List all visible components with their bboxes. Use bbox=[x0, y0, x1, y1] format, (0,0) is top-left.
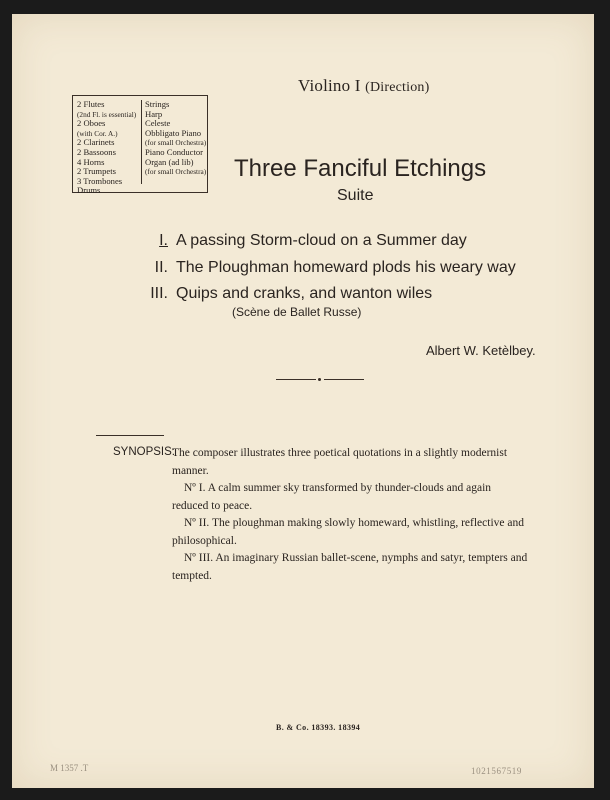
movement-number: I. bbox=[159, 232, 168, 249]
movement-number: III. bbox=[150, 285, 168, 302]
library-call-number: M 1357 .T bbox=[50, 763, 89, 773]
instrument-line: Obbligato Piano bbox=[145, 127, 202, 138]
instrument-line: 2 Bassoons bbox=[77, 146, 116, 157]
score-title-page bbox=[12, 14, 594, 788]
instrument-line: Celeste bbox=[145, 118, 171, 129]
ornament-divider bbox=[276, 378, 364, 382]
instrument-line: 4 Horns bbox=[77, 156, 105, 167]
work-title: Three Fanciful Etchings bbox=[234, 155, 487, 182]
instrument-line: Organ (ad lib) bbox=[145, 156, 194, 167]
instrument-line: 2 Flutes bbox=[77, 99, 105, 109]
movement-item bbox=[140, 285, 432, 303]
synopsis-item: Nº II. The ploughman making slowly homeward, whistling, reflective and philosophical. bbox=[172, 517, 524, 547]
movement-item bbox=[140, 259, 516, 277]
synopsis-text bbox=[172, 445, 528, 585]
synopsis-item: Nº III. An imaginary Russian ballet-scene, nymphs and satyr, tempters and tempted. bbox=[172, 552, 528, 582]
instrument-line: Piano Conductor bbox=[145, 146, 204, 157]
part-direction: (Direction) bbox=[365, 80, 430, 95]
synopsis-label: SYNOPSIS: bbox=[113, 446, 175, 458]
instrument-line: 3 Trombones bbox=[77, 175, 123, 186]
instrument-line: 2 Trumpets bbox=[77, 166, 116, 177]
instrument-line: (for small Orchestra) bbox=[145, 167, 207, 177]
instrument-line: (for small Orchestra) bbox=[145, 138, 207, 148]
library-barcode-number: 1021567519 bbox=[471, 766, 522, 776]
instrumentation-left-column bbox=[77, 100, 136, 196]
instrument-line: 2 Oboes bbox=[77, 118, 106, 129]
composer-name: Albert W. Ketèlbey. bbox=[426, 343, 536, 358]
movement-item bbox=[140, 232, 467, 250]
instrument-line: Harp bbox=[145, 108, 163, 119]
synopsis-intro: The composer illustrates three poetical quotations in a slightly modernist manner. bbox=[172, 447, 508, 477]
instrument-line: Drums bbox=[77, 185, 101, 196]
synopsis-item: Nº I. A calm summer sky transformed by thunder-clouds and again reduced to peace. bbox=[172, 482, 492, 512]
movement-number: II. bbox=[154, 259, 168, 276]
instrument-line: Strings bbox=[145, 99, 170, 109]
instrument-line: (with Cor. A.) bbox=[77, 128, 118, 138]
movement-title: The Ploughman homeward plods his weary way bbox=[176, 259, 516, 276]
part-title bbox=[298, 76, 430, 96]
instrument-line: (2nd Fl. is essential) bbox=[77, 109, 137, 119]
movement-title: Quips and cranks, and wanton wiles bbox=[176, 285, 433, 302]
instrumentation-right-column bbox=[141, 100, 206, 184]
publisher-plate-number: B. & Co. 18393. 18394 bbox=[276, 723, 361, 732]
movement-title: A passing Storm-cloud on a Summer day bbox=[176, 232, 467, 249]
instrument-line: 2 Clarinets bbox=[77, 137, 115, 148]
work-subtitle: Suite bbox=[337, 187, 374, 204]
instrumentation-box bbox=[72, 95, 208, 196]
movement-note: (Scène de Ballet Russe) bbox=[232, 305, 362, 319]
synopsis-rule bbox=[96, 435, 164, 436]
part-name: Violino I bbox=[298, 76, 361, 95]
